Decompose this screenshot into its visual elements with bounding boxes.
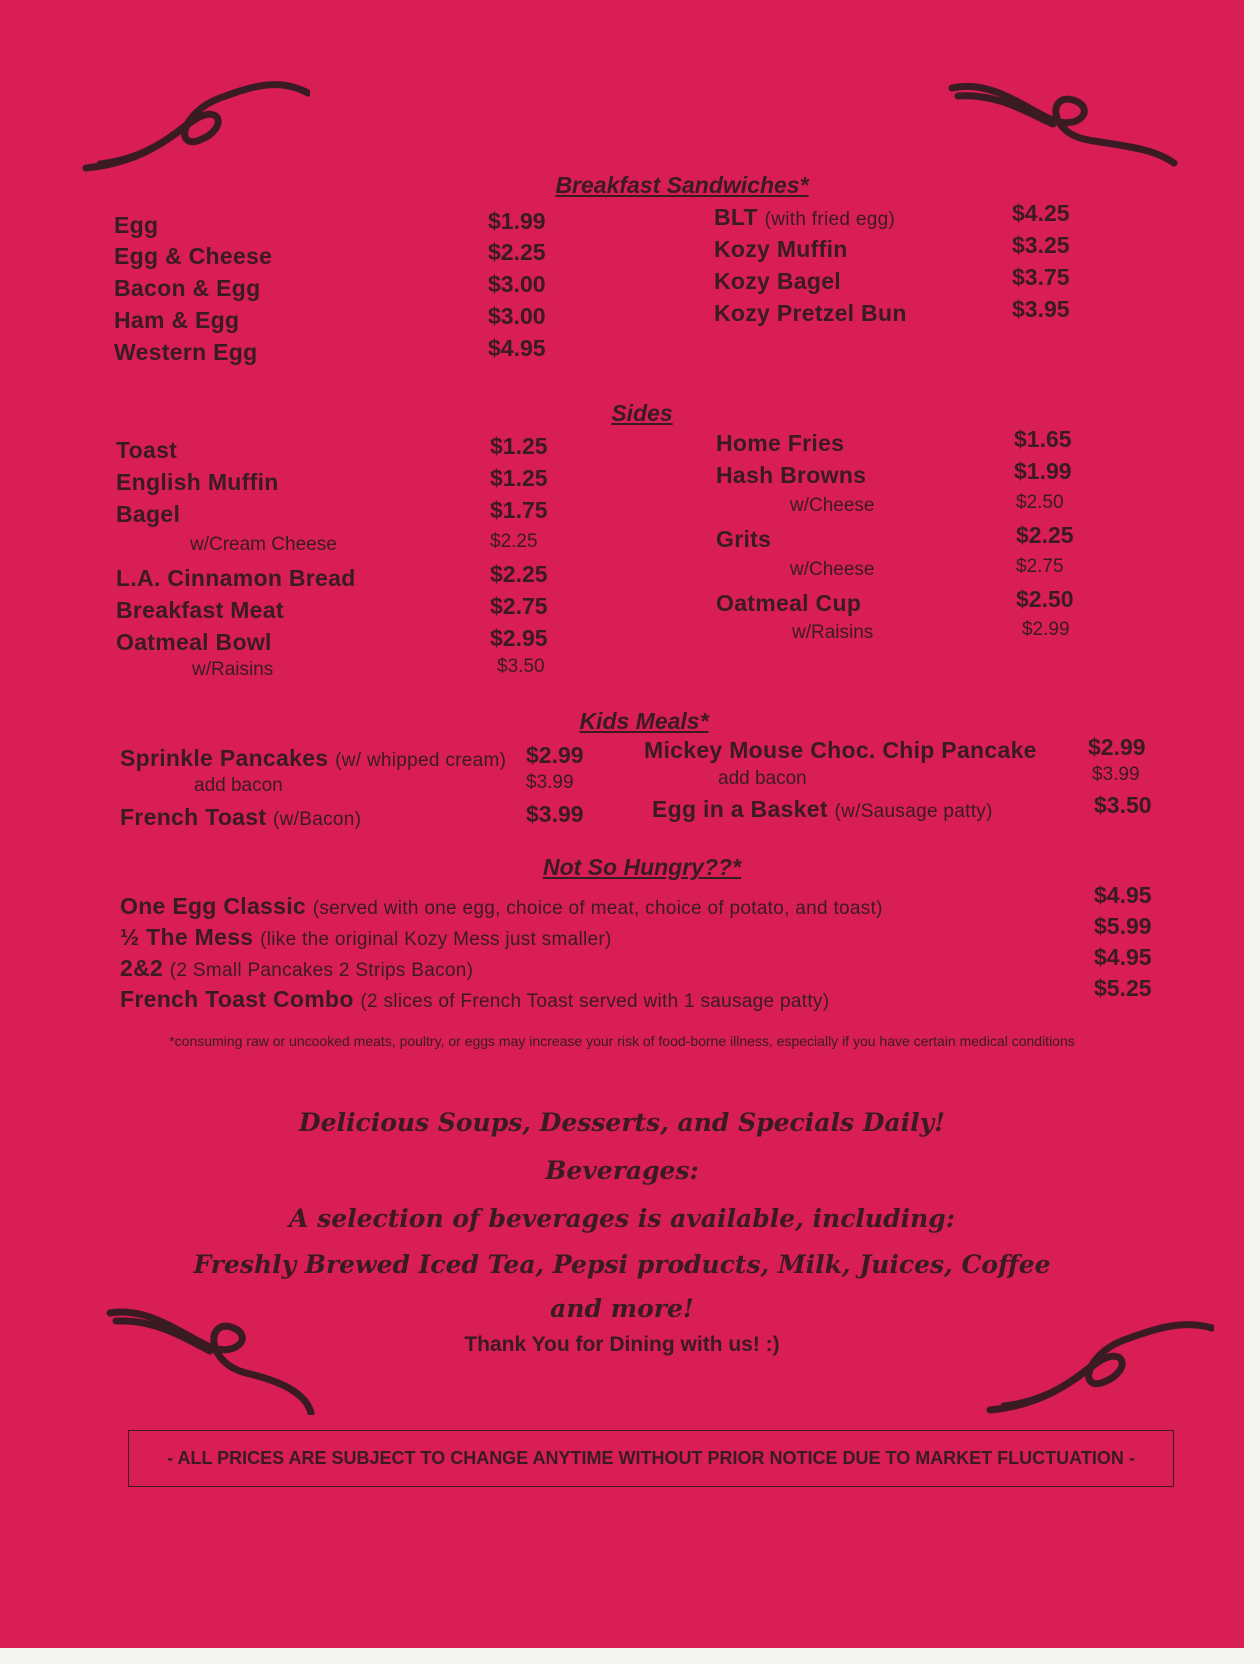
- swirl-bottom-right-icon: [984, 1310, 1214, 1420]
- menu-item-name: Ham & Egg: [114, 307, 240, 333]
- menu-item-price: $1.65: [1014, 426, 1072, 452]
- menu-item-price: $4.95: [1094, 882, 1152, 908]
- menu-item-note: (like the original Kozy Mess just smaller): [260, 929, 612, 950]
- menu-item-name: English Muffin: [116, 469, 279, 495]
- menu-subitem-name: w/Raisins: [192, 659, 274, 680]
- section-title-breakfast: Breakfast Sandwiches*: [555, 172, 809, 198]
- menu-item-name: Kozy Bagel: [714, 268, 841, 294]
- menu-item-name: Sprinkle Pancakes (w/ whipped cream): [120, 745, 507, 771]
- menu-item-name: BLT (with fried egg): [714, 204, 896, 230]
- menu-subitem-price: $3.50: [497, 656, 545, 677]
- menu-subitem-price: $2.50: [1016, 492, 1064, 513]
- menu-item-name: Bacon & Egg: [114, 275, 261, 301]
- menu-item-name: Hash Browns: [716, 462, 867, 488]
- menu-item-note: (w/ whipped cream): [335, 750, 507, 771]
- menu-item-price: $5.25: [1094, 975, 1152, 1001]
- menu-item-price: $3.00: [488, 271, 546, 297]
- menu-item-note: (2 Small Pancakes 2 Strips Bacon): [169, 960, 474, 981]
- beverages-list: Freshly Brewed Iced Tea, Pepsi products, Milk, Juices, Coffee: [193, 1250, 1051, 1279]
- menu-item-name: French Toast Combo (2 slices of French Toast served with 1 sausage patty): [120, 986, 830, 1012]
- menu-item-name: Oatmeal Bowl: [116, 629, 272, 655]
- menu-subitem-name: w/Cream Cheese: [190, 534, 337, 555]
- menu-item-name: Egg: [114, 212, 159, 238]
- menu-item-name: L.A. Cinnamon Bread: [116, 565, 356, 591]
- menu-item-name: Bagel: [116, 501, 181, 527]
- menu-item-price: $5.99: [1094, 913, 1152, 939]
- menu-item-name: Toast: [116, 437, 178, 463]
- menu-subitem-name: add bacon: [194, 775, 283, 796]
- menu-item-price: $3.00: [488, 303, 546, 329]
- menu-item-price: $3.95: [1012, 296, 1070, 322]
- menu-item-price: $4.25: [1012, 200, 1070, 226]
- menu-item-price: $2.95: [490, 625, 548, 651]
- swirl-top-left-icon: [80, 68, 310, 178]
- menu-item-price: $4.95: [1094, 944, 1152, 970]
- beverages-heading: Beverages:: [545, 1156, 699, 1185]
- menu-item-price: $3.50: [1094, 792, 1152, 818]
- menu-item-price: $4.95: [488, 335, 546, 361]
- menu-item-price: $3.25: [1012, 232, 1070, 258]
- menu-item-price: $3.75: [1012, 264, 1070, 290]
- menu-subitem-name: w/Raisins: [792, 622, 874, 643]
- menu-subitem-price: $2.99: [1022, 619, 1070, 640]
- menu-item-price: $2.25: [1016, 522, 1074, 548]
- menu-item-note: (w/Bacon): [273, 809, 362, 830]
- menu-item-name: One Egg Classic (served with one egg, choice of meat, choice of potato, and toast): [120, 893, 883, 919]
- menu-item-price: $1.25: [490, 465, 548, 491]
- menu-item-note: (served with one egg, choice of meat, choice of potato, and toast): [312, 898, 883, 919]
- menu-item-price: $1.25: [490, 433, 548, 459]
- menu-item-note: (with fried egg): [764, 209, 896, 230]
- menu-subitem-price: $2.25: [490, 531, 538, 552]
- menu-subitem-name: w/Cheese: [790, 559, 875, 580]
- menu-item-name: 2&2 (2 Small Pancakes 2 Strips Bacon): [120, 955, 474, 981]
- menu-subitem-name: w/Cheese: [790, 495, 875, 516]
- menu-item-price: $2.25: [488, 239, 546, 265]
- menu-item-price: $2.75: [490, 593, 548, 619]
- menu-item-name: Kozy Pretzel Bun: [714, 300, 907, 326]
- menu-subitem-price: $3.99: [526, 772, 574, 793]
- menu-item-price: $3.99: [526, 801, 584, 827]
- menu-subitem-price: $3.99: [1092, 764, 1140, 785]
- thank-you-note: Thank You for Dining with us! :): [464, 1333, 780, 1356]
- menu-item-name: ½ The Mess (like the original Kozy Mess just smaller): [120, 924, 612, 950]
- beverages-more: and more!: [550, 1294, 694, 1323]
- menu-item-price: $2.99: [526, 742, 584, 768]
- price-notice-box: [128, 1430, 1174, 1487]
- menu-item-price: $2.99: [1088, 734, 1146, 760]
- section-title-kids: Kids Meals*: [579, 708, 709, 734]
- specials-line: Delicious Soups, Desserts, and Specials Daily!: [298, 1108, 946, 1137]
- section-title-sides: Sides: [611, 400, 673, 426]
- menu-item-name: French Toast (w/Bacon): [120, 804, 362, 830]
- menu-item-name: Egg & Cheese: [114, 243, 273, 269]
- menu-subitem-price: $2.75: [1016, 556, 1064, 577]
- menu-item-price: $2.25: [490, 561, 548, 587]
- menu-item-name: Breakfast Meat: [116, 597, 284, 623]
- food-safety-disclaimer: *consuming raw or uncooked meats, poultry, or eggs may increase your risk of food-borne illness, especially if you have certain medical conditions: [169, 1033, 1075, 1049]
- menu-item-note: (2 slices of French Toast served with 1 sausage patty): [360, 991, 830, 1012]
- menu-item-name: Egg in a Basket (w/Sausage patty): [652, 796, 993, 822]
- menu-item-note: (w/Sausage patty): [834, 801, 993, 822]
- menu-item-price: $1.99: [1014, 458, 1072, 484]
- section-title-not-so-hungry: Not So Hungry??*: [542, 854, 742, 880]
- menu-item-name: Western Egg: [114, 339, 258, 365]
- menu-item-name: Oatmeal Cup: [716, 590, 862, 616]
- menu-subitem-name: add bacon: [718, 768, 807, 789]
- menu-item-name: Grits: [716, 526, 772, 552]
- price-notice-text: - ALL PRICES ARE SUBJECT TO CHANGE ANYTIME WITHOUT PRIOR NOTICE DUE TO MARKET FLUCTUATION -: [167, 1448, 1135, 1468]
- menu-item-price: $1.75: [490, 497, 548, 523]
- menu-item-name: Home Fries: [716, 430, 845, 456]
- menu-item-name: Mickey Mouse Choc. Chip Pancake: [644, 737, 1037, 763]
- menu-item-name: Kozy Muffin: [714, 236, 848, 262]
- menu-item-price: $2.50: [1016, 586, 1074, 612]
- menu-item-price: $1.99: [488, 208, 546, 234]
- beverages-intro: A selection of beverages is available, including:: [289, 1204, 955, 1233]
